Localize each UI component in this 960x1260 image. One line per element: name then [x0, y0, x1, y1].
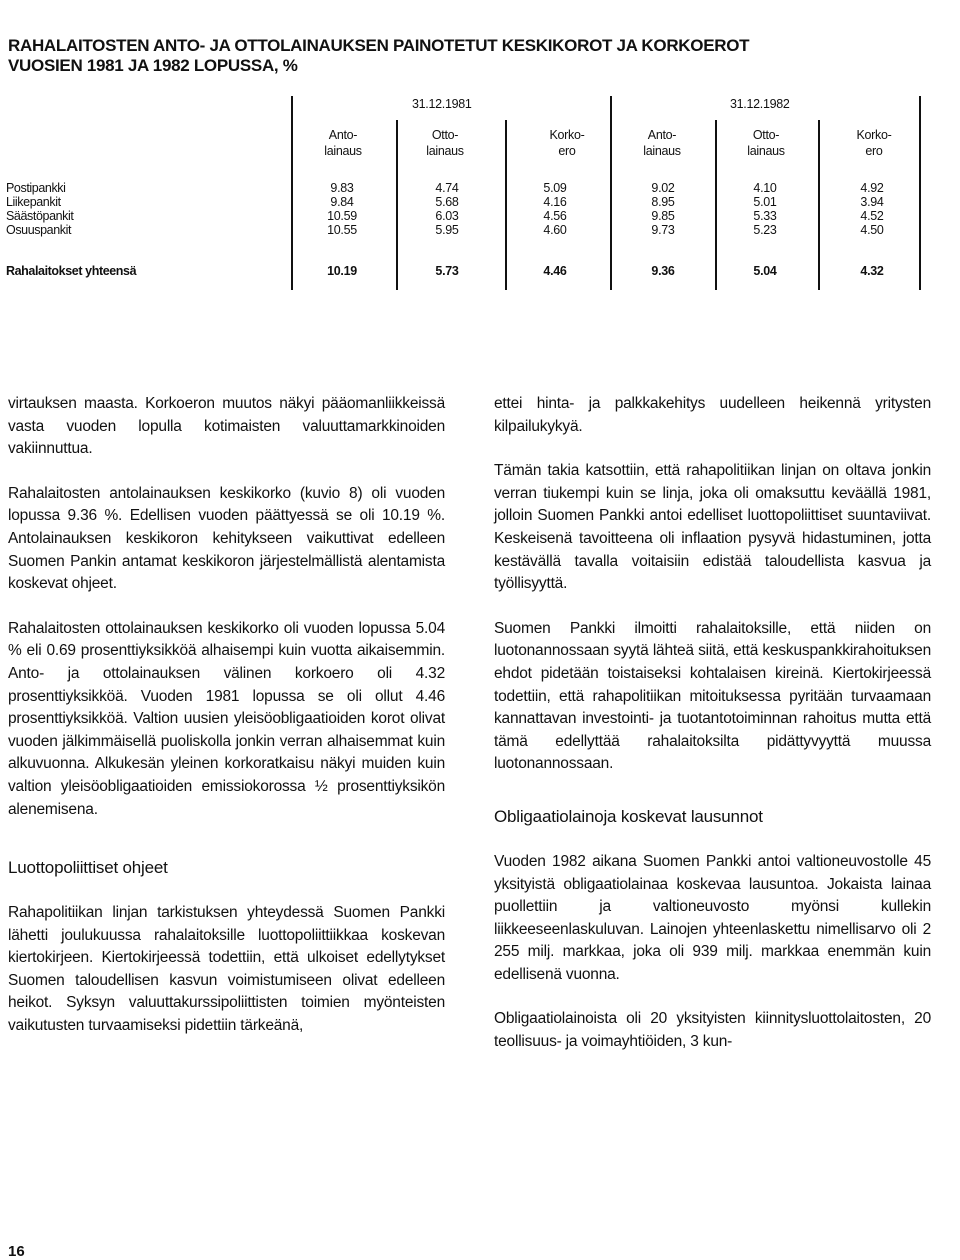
total-cell: 4.46	[543, 264, 567, 278]
table-rule	[715, 120, 717, 290]
row-label: Osuuspankit	[6, 223, 72, 237]
table-rule	[396, 120, 398, 290]
total-row-label: Rahalaitokset yhteensä	[6, 264, 137, 278]
paragraph: Rahapolitiikan linjan tarkistuksen yhteydessä Suomen Pankki lähetti joulukuussa rahalaitoksille luottopoliittiikkaa koskevan kiertokirjeen. Kiertokirjeessä todettiin, että ulkoiset edellytykset Suomen taloudellisen kasvun voimistumiseen olivat edelleen heikot. Syksyn valuuttakurssipoliittisten toimien myönteisten vaikutusten turvaamiseksi pidettiin tärkeänä,	[8, 904, 445, 1035]
table-cell: 4.60	[543, 223, 567, 237]
table-cell: 5.09	[543, 181, 567, 195]
section-heading: Obligaatiolainoja koskevat lausunnot	[494, 806, 763, 826]
table-rule	[291, 96, 293, 290]
paragraph: Rahalaitosten antolainauksen keskikorko (kuvio 8) oli vuoden lopussa 9.36 %. Edellisen vuoden päättyessä se oli 10.19 %. Antolainauksen keskikoron kehitykseen vaikuttivat edelleen Suomen Pankin antamat keskikoron järjestelmällistä alentamista koskevat ohjeet.	[8, 484, 445, 593]
total-cell: 5.04	[753, 264, 777, 278]
table-cell: 5.01	[753, 195, 777, 209]
section-heading: Luottopoliittiset ohjeet	[8, 858, 168, 878]
table-cell: 9.85	[651, 209, 675, 223]
header-anto-1982: Anto- lainaus	[643, 128, 681, 158]
left-column	[8, 393, 445, 1060]
header-anto-1981: Anto- lainaus	[324, 128, 362, 158]
total-cell: 10.19	[327, 264, 357, 278]
header-korko-1982: Korko- ero	[856, 128, 892, 158]
table-cell: 9.02	[651, 181, 675, 195]
table-rule	[610, 96, 612, 290]
table-cell: 5.23	[753, 223, 777, 237]
table-cell: 10.59	[327, 209, 357, 223]
table-cell: 3.94	[860, 195, 884, 209]
table-cell: 9.73	[651, 223, 675, 237]
table-cell: 8.95	[651, 195, 675, 209]
table-cell: 5.95	[435, 223, 459, 237]
header-korko-1981: Korko- ero	[549, 128, 585, 158]
table-cell: 5.68	[435, 195, 459, 209]
row-label: Säästöpankit	[6, 209, 74, 223]
table-cell: 4.92	[860, 181, 884, 195]
header-otto-1982: Otto- lainaus	[747, 128, 785, 158]
page-number: 16	[8, 1243, 25, 1260]
table-cell: 4.16	[543, 195, 567, 209]
paragraph: Tämän takia katsottiin, että rahapolitiikan linjan on oltava jonkin verran tiukempi kuin se linja, joka oli omaksuttu keväällä 1981, jolloin Suomen Pankki antoi edelliset luottopoliittiset suuntaviivat. Keskeisenä tavoitteena oli inflaation pysyvä hidastuminen, jotta kestävällä tavalla voitaisiin edistää taloudellista kasvua ja työllisyyttä.	[494, 462, 931, 593]
total-cell: 9.36	[651, 264, 675, 278]
title-line-2: VUOSIEN 1981 JA 1982 LOPUSSA, %	[8, 56, 298, 75]
table-cell: 10.55	[327, 223, 357, 237]
date-1981: 31.12.1981	[412, 97, 472, 111]
table-cell: 4.50	[860, 223, 884, 237]
table-cell: 4.56	[543, 209, 567, 223]
header-otto-1981: Otto- lainaus	[426, 128, 464, 158]
table-rule	[818, 120, 820, 290]
row-label: Liikepankit	[6, 195, 61, 209]
paragraph: Suomen Pankki ilmoitti rahalaitoksille, että niiden on luotonannossaan syytä lähteä siitä, että keskuspankkirahoituksen ehdot pidetään toistaiseksi kohtalaisen kireinä. Kiertokirjeessä todettiin, että rahapolitiikan mitoituksessa pyritään turvaamaan kannattavan investointi- ja tuotantotoiminnan rahoitus mutta että tämä edellyttää rahalaitoksilta pidättyvyyttä muussa luotonannossaan.	[494, 619, 931, 773]
paragraph: Obligaatiolainoista oli 20 yksityisten kiinnitysluottolaitosten, 20 teollisuus- ja voimayhtiöiden, 3 kun-	[494, 1010, 931, 1051]
paragraph: Rahalaitosten ottolainauksen keskikorko oli vuoden lopussa 5.04 % eli 0.69 prosenttiyksikköä alhaisempi kuin vuotta aikaisemmin. Anto- ja ottolainauksen välinen korkoero oli 4.32 prosenttiyksikköä. Vuoden 1981 lopussa se oli ollut 4.46 prosenttiyksikköä. Valtion uusien yleisöobligaatioiden korot olivat vuoden jälkimmäisellä puoliskolla jonkin verran alhaisemmat kuin alkuvuonna. Alkukesän yleinen korkoratkaisu näkyi muiden kuin valtion yleisöobligaatioiden emissiokorossa ½ prosenttiyksikön alenemisena.	[8, 619, 445, 818]
table-cell: 4.74	[435, 181, 459, 195]
table-cell: 9.84	[330, 195, 354, 209]
total-cell: 4.32	[860, 264, 884, 278]
table-cell: 4.52	[860, 209, 884, 223]
table-rule	[505, 120, 507, 290]
table-cell: 6.03	[435, 209, 459, 223]
date-1982: 31.12.1982	[730, 97, 790, 111]
paragraph: ettei hinta- ja palkkakehitys uudelleen heikennä yritysten kilpailukykyä.	[494, 395, 931, 435]
paragraph: virtauksen maasta. Korkoeron muutos näkyi pääomanliikkeissä vasta vuoden lopulla kotimaisten valuuttamarkkinoiden vakiinnuttua.	[8, 395, 445, 458]
row-label: Postipankki	[6, 181, 66, 195]
total-cell: 5.73	[435, 264, 459, 278]
title-line-1: RAHALAITOSTEN ANTO- JA OTTOLAINAUKSEN PAINOTETUT KESKIKOROT JA KORKOEROT	[8, 36, 750, 55]
right-column	[494, 393, 931, 1076]
table-cell: 9.83	[330, 181, 354, 195]
interest-rate-table	[0, 0, 960, 300]
table-cell: 5.33	[753, 209, 777, 223]
table-rule	[919, 96, 921, 290]
table-cell: 4.10	[753, 181, 777, 195]
paragraph: Vuoden 1982 aikana Suomen Pankki antoi valtioneuvostolle 45 yksityistä obligaatiolainaa koskevaa lausuntoa. Jokaista lainaa puollettiin ja valtioneuvosto myönsi kullekin liikkeeseenlaskuluvan. Lainojen yhteenlaskettu nimellisarvo oli 2 255 milj. markkaa, joka oli 939 milj. markkaa enemmän kuin edellisenä vuonna.	[494, 852, 931, 983]
